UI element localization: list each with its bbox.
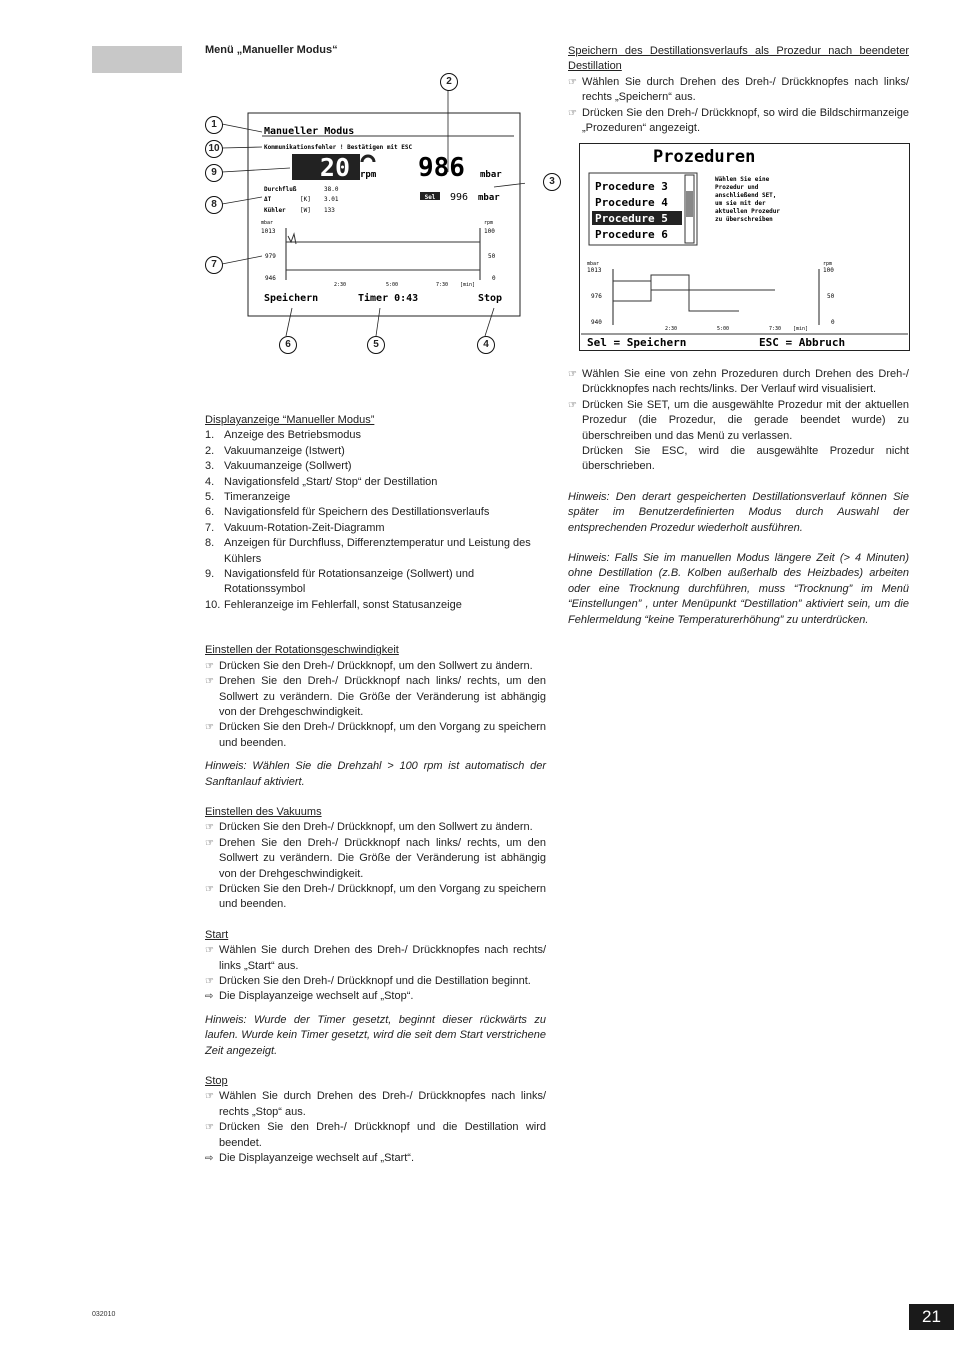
start-hint: Hinweis: Wurde der Timer gesetzt, beginnt dieser rückwärts zu laufen. Wurde kein Timer gesetzt, wird die seit dem Start verstrichene Zeit angezeigt. [205, 1013, 546, 1057]
axis-left-unit: mbar [261, 220, 274, 226]
right-column-bottom [568, 367, 909, 628]
start-step: ☞ Drücken Sie den Dreh-/ Drückknopf und die Destillation beginnt. [205, 974, 546, 989]
vacuum-step: ☞ Drehen Sie den Dreh-/ Drückknopf nach links/ rechts, um den Sollwert zu verändern. Die Größe der Veränderung ist abhängig von der Drehgeschwindigkeit. [205, 836, 546, 880]
vacuum-section-title: Einstellen des Vakuums [205, 805, 322, 818]
legend-item: 10. Fehleranzeige im Fehlerfall, sonst Statusanzeige [205, 598, 462, 611]
callout-10: 10 [205, 140, 223, 158]
start-section-title: Start [205, 928, 229, 941]
y-right-tick: 50 [488, 253, 496, 260]
proc-axis-right-unit: rpm [823, 261, 833, 267]
hand-pointer-icon: ☞ [205, 883, 214, 895]
display-mode-text: Manueller Modus [264, 126, 355, 137]
proc-footer-save[interactable]: Sel = Speichern [587, 336, 687, 349]
save-step: ☞ Wählen Sie durch Drehen des Dreh-/ Drückknopfes nach links/ rechts „Speichern“ aus. [568, 75, 909, 104]
cooler-label: Kühler [264, 207, 286, 214]
vacuum-actual-unit: mbar [480, 170, 502, 180]
hand-pointer-icon: ☞ [205, 722, 214, 734]
proc-x-tick: 2:30 [665, 326, 678, 332]
hand-pointer-icon: ☞ [568, 369, 577, 380]
rotation-step: ☞ Drehen Sie den Dreh-/ Drückknopf nach links/ rechts, um den Sollwert zu verändern. Die Größe der Veränderung ist abhängig von der Drehgeschwindigkeit. [205, 675, 546, 718]
flow-value: 38.0 [324, 186, 339, 193]
legend-item: 6. Navigationsfeld für Speichern des Destillationsverlaufs [205, 506, 490, 519]
y-right-tick: 0 [492, 275, 496, 282]
callout-4: 4 [477, 336, 495, 354]
rotation-hint: Hinweis: Wählen Sie die Drehzahl > 100 rpm ist automatisch der Sanftanlauf aktiviert. [205, 760, 546, 788]
hand-pointer-icon: ☞ [205, 837, 214, 849]
legend-item: 3. Vakuumanzeige (Sollwert) [205, 460, 352, 473]
nav-timer[interactable]: Timer 0:43 [358, 293, 419, 304]
stop-result: ⇨ Die Displayanzeige wechselt auf „Start“. [205, 1151, 546, 1166]
proc-help-line: anschließend SET, [715, 192, 777, 199]
drying-hint: Hinweis: Falls Sie im manuellen Modus längere Zeit (> 4 Minuten) ohne Destillation (z.B. Kolben außerhalb des Heizbades) arbeiten oder eine Trocknung durchführen, muss “Trocknung” im Menü “Einstellungen” , unter Menüpunkt “Destillation” aktiviert sein, um die Fehlermeldung “keine Temperaturerhöhung” zu unterdrücken. [568, 552, 909, 626]
proc-help-line: Wählen Sie eine [715, 176, 770, 183]
dt-unit: [K] [300, 196, 311, 203]
hand-pointer-icon: ☞ [568, 399, 577, 411]
start-step: ☞ Wählen Sie durch Drehen des Dreh-/ Drückknopfes nach rechts/ links „Start“ aus. [205, 944, 546, 972]
flow-label: Durchfluß [264, 186, 297, 193]
proc-y-left-tick: 1013 [587, 267, 602, 274]
arrow-right-icon: ⇨ [205, 1153, 214, 1165]
legend-item: 2. Vakuumanzeige (Istwert) [205, 444, 345, 457]
axis-right-unit: rpm [484, 220, 494, 226]
y-left-tick: 1013 [261, 228, 276, 235]
callout-2: 2 [440, 73, 458, 91]
proc-item[interactable]: Procedure 3 [595, 180, 668, 193]
cooler-value: 133 [324, 207, 335, 214]
stop-step: ☞ Drücken Sie den Dreh-/ Drückknopf und die Destillation wird beendet. [205, 1121, 546, 1149]
legend-item: 8. Anzeigen für Durchfluss, Differenztemperatur und Leistung des Kühlers [205, 537, 531, 565]
hand-pointer-icon: ☞ [205, 822, 214, 834]
proc-scrollbar-thumb[interactable] [686, 191, 693, 217]
save-hint: Hinweis: Den derart gespeicherten Destillationsverlauf können Sie später im Benutzerdefinierten Modus durch Auswahl der entsprechenden Prozedur wiederholt ausführen. [568, 490, 909, 534]
callout-1: 1 [205, 116, 223, 134]
rotation-step: ☞ Drücken Sie den Dreh-/ Drückknopf, um den Sollwert zu ändern. [205, 659, 546, 674]
cooler-unit: [W] [300, 207, 311, 214]
esc-note: Drücken Sie ESC, wird die ausgewählte Prozedur nicht überschrieben. [582, 445, 909, 473]
proc-axis-left-unit: mbar [587, 261, 600, 267]
nav-save[interactable]: Speichern [264, 293, 319, 304]
stop-section-title: Stop [205, 1075, 228, 1088]
save-step: ☞ Drücken Sie den Dreh-/ Drückknopf, so wird die Bildschirmanzeige „Prozeduren“ angezeigt. [568, 106, 909, 135]
right-column-top [568, 44, 909, 136]
x-tick: 2:30 [334, 282, 347, 288]
hand-pointer-icon: ☞ [205, 945, 214, 957]
rotation-step: ☞ Drücken Sie den Dreh-/ Drückknopf, um den Vorgang zu speichern und beenden. [205, 721, 546, 749]
vacuum-set-value: 996 [450, 192, 469, 203]
callout-5: 5 [367, 336, 385, 354]
proc-y-right-tick: 100 [823, 267, 834, 274]
proc-x-unit: [min] [793, 326, 809, 332]
hand-pointer-icon: ☞ [205, 1122, 214, 1134]
proc-item[interactable]: Procedure 4 [595, 196, 668, 209]
callout-9: 9 [205, 164, 223, 182]
procedures-display-figure [579, 143, 910, 351]
y-left-tick: 946 [265, 275, 276, 282]
hand-pointer-icon: ☞ [205, 660, 214, 672]
proc-help-line: aktuellen Prozedur [715, 208, 781, 215]
proc-y-left-tick: 940 [591, 319, 602, 326]
proc-y-right-tick: 50 [827, 293, 835, 300]
vacuum-step: ☞ Drücken Sie den Dreh-/ Drückknopf, um den Vorgang zu speichern und beenden. [205, 882, 546, 911]
callout-8: 8 [205, 196, 223, 214]
callout-3: 3 [543, 173, 561, 191]
proc-step: ☞ Wählen Sie eine von zehn Prozeduren durch Drehen des Dreh-/ Drückknopfes nach rechts/links. Der Verlauf wird visualisiert. [568, 368, 909, 396]
proc-help-line: um sie mit der [715, 200, 766, 207]
rpm-value: 20 [319, 153, 350, 182]
stop-step: ☞ Wählen Sie durch Drehen des Dreh-/ Drückknopfes nach links/ rechts „Stop“ aus. [205, 1090, 546, 1118]
proc-help-line: Prozedur und [715, 184, 759, 191]
legend-item: 9. Navigationsfeld für Rotationsanzeige (Sollwert) und Rotationssymbol [205, 568, 475, 596]
proc-x-tick: 7:30 [769, 326, 782, 332]
vacuum-step: ☞ Drücken Sie den Dreh-/ Drückknopf, um den Sollwert zu ändern. [205, 820, 546, 835]
vacuum-actual-value: 986 [418, 153, 465, 183]
menu-title: Menü „Manueller Modus“ [205, 44, 338, 56]
proc-title: Prozeduren [653, 147, 756, 167]
legend-item: 7. Vakuum-Rotation-Zeit-Diagramm [205, 521, 385, 534]
proc-item[interactable]: Procedure 6 [595, 228, 668, 241]
nav-stop[interactable]: Stop [478, 293, 503, 304]
rotation-section-title: Einstellen der Rotationsgeschwindigkeit [205, 644, 399, 657]
hand-pointer-icon: ☞ [205, 1091, 214, 1103]
legend-item: 4. Navigationsfeld „Start/ Stop“ der Destillation [205, 475, 438, 488]
left-column [205, 413, 546, 1166]
x-tick: 7:30 [436, 282, 449, 288]
y-right-tick: 100 [484, 228, 495, 235]
dt-label: ΔT [264, 196, 272, 203]
dt-value: 3.01 [324, 196, 339, 203]
legend-title: Displayanzeige “Manueller Modus” [205, 414, 375, 426]
display-error-text: Kommunikationsfehler ! Bestätigen mit ESC [264, 144, 413, 151]
legend-item: 1. Anzeige des Betriebsmodus [205, 429, 361, 442]
proc-y-right-tick: 0 [831, 319, 835, 326]
rpm-unit: rpm [360, 170, 377, 180]
proc-help-line: zu überschreiben [715, 216, 773, 223]
callout-6: 6 [279, 336, 297, 354]
proc-item-selected[interactable]: Procedure 5 [595, 212, 668, 225]
legend-item: 5. Timeranzeige [205, 491, 291, 504]
save-section-title: Speichern des Destillationsverlaufs als Prozedur nach beendeter Destillation [568, 45, 909, 73]
hand-pointer-icon: ☞ [568, 107, 577, 119]
callout-7: 7 [205, 256, 223, 274]
start-result: ⇨ Die Displayanzeige wechselt auf „Stop“. [205, 989, 546, 1004]
hand-pointer-icon: ☞ [568, 76, 577, 88]
hand-pointer-icon: ☞ [205, 976, 214, 987]
document-code: 032010 [92, 1311, 116, 1318]
proc-y-left-tick: 976 [591, 293, 602, 300]
arrow-right-icon: ⇨ [205, 991, 214, 1003]
proc-footer-cancel[interactable]: ESC = Abbruch [759, 336, 846, 349]
vacuum-set-unit: mbar [478, 193, 500, 203]
page-number: 21 [909, 1304, 954, 1330]
x-tick: 5:00 [386, 282, 399, 288]
proc-step: ☞ Drücken Sie SET, um die ausgewählte Prozedur mit der aktuellen Prozedur (die Prozedur, die gerade beendet wurde) zu überschreiben und das Menü zu verlassen. [568, 398, 909, 442]
manual-mode-display-figure [200, 70, 525, 360]
proc-x-tick: 5:00 [717, 326, 730, 332]
section-tab [92, 46, 182, 73]
x-unit: [min] [460, 282, 476, 288]
y-left-tick: 979 [265, 253, 276, 260]
sel-label: Sel [424, 194, 436, 201]
hand-pointer-icon: ☞ [205, 676, 214, 688]
